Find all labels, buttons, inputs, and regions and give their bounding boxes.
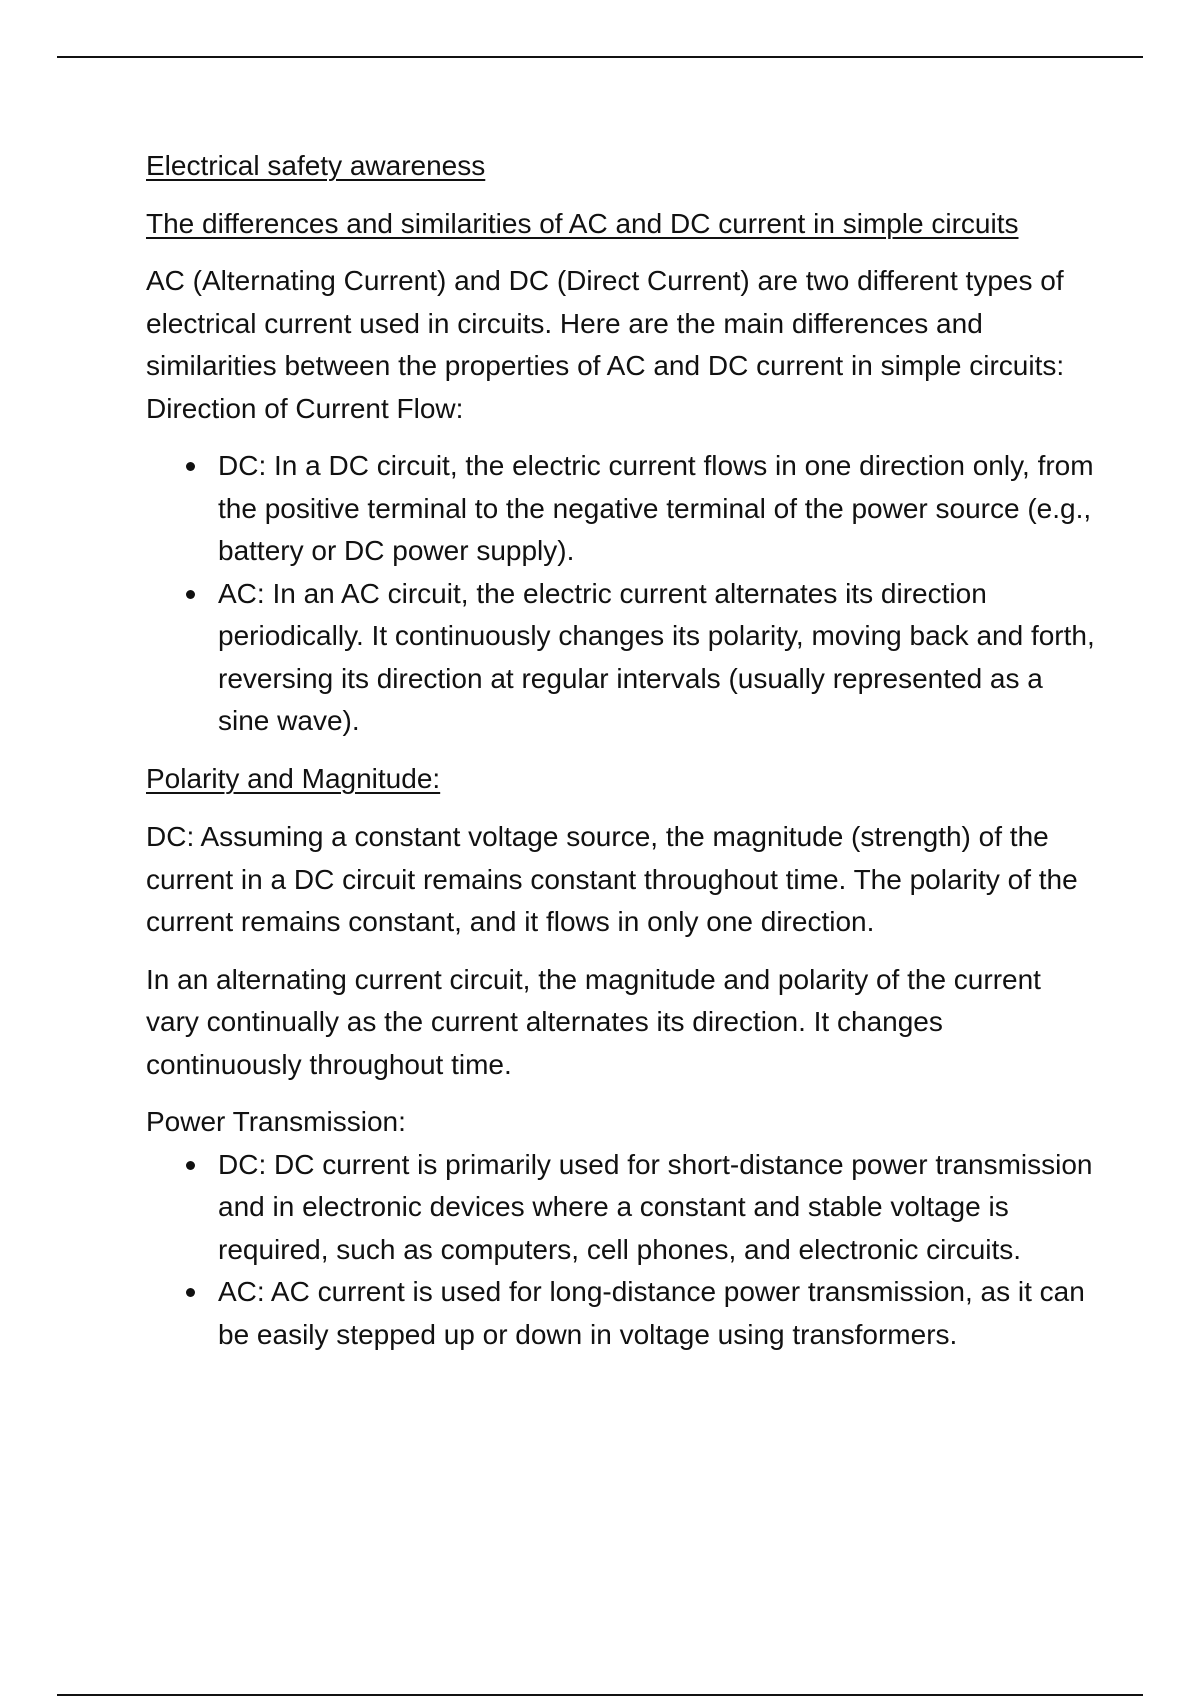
footer-rule bbox=[57, 1694, 1143, 1696]
polarity-heading: Polarity and Magnitude: bbox=[146, 762, 441, 794]
document-subtitle: The differences and similarities of AC and DC current in simple circuits bbox=[146, 207, 1019, 239]
power-bullet-list bbox=[146, 1144, 1096, 1357]
list-item: DC: DC current is primarily used for short-distance power transmission and in electronic devices where a constant and stable voltage is required, such as computers, cell phones, and electronic circuits. bbox=[146, 1144, 1096, 1272]
list-item: AC: AC current is used for long-distance power transmission, as it can be easily stepped up or down in voltage using transformers. bbox=[146, 1271, 1096, 1356]
list-item: AC: In an AC circuit, the electric current alternates its direction periodically. It continuously changes its polarity, moving back and forth, reversing its direction at regular intervals (usually represented as a sine wave). bbox=[146, 573, 1096, 743]
list-item: DC: In a DC circuit, the electric current flows in one direction only, from the positive terminal to the negative terminal of the power source (e.g., battery or DC power supply). bbox=[146, 445, 1096, 573]
document-body bbox=[146, 145, 1096, 1356]
intro-paragraph: AC (Alternating Current) and DC (Direct Current) are two different types of electrical current used in circuits. Here are the main differences and similarities between the properties of AC and DC current in simple circuits: Direction of Current Flow: bbox=[146, 265, 1065, 424]
power-heading: Power Transmission: bbox=[146, 1106, 406, 1137]
header-rule bbox=[57, 56, 1143, 58]
polarity-dc-paragraph: DC: Assuming a constant voltage source, the magnitude (strength) of the current in a DC circuit remains constant throughout time. The polarity of the current remains constant, and it flows in only one direction. bbox=[146, 821, 1078, 937]
document-title: Electrical safety awareness bbox=[146, 150, 486, 181]
polarity-ac-paragraph: In an alternating current circuit, the magnitude and polarity of the current vary continually as the current alternates its direction. It changes continuously throughout time. bbox=[146, 963, 1041, 1080]
direction-bullet-list bbox=[146, 445, 1096, 743]
